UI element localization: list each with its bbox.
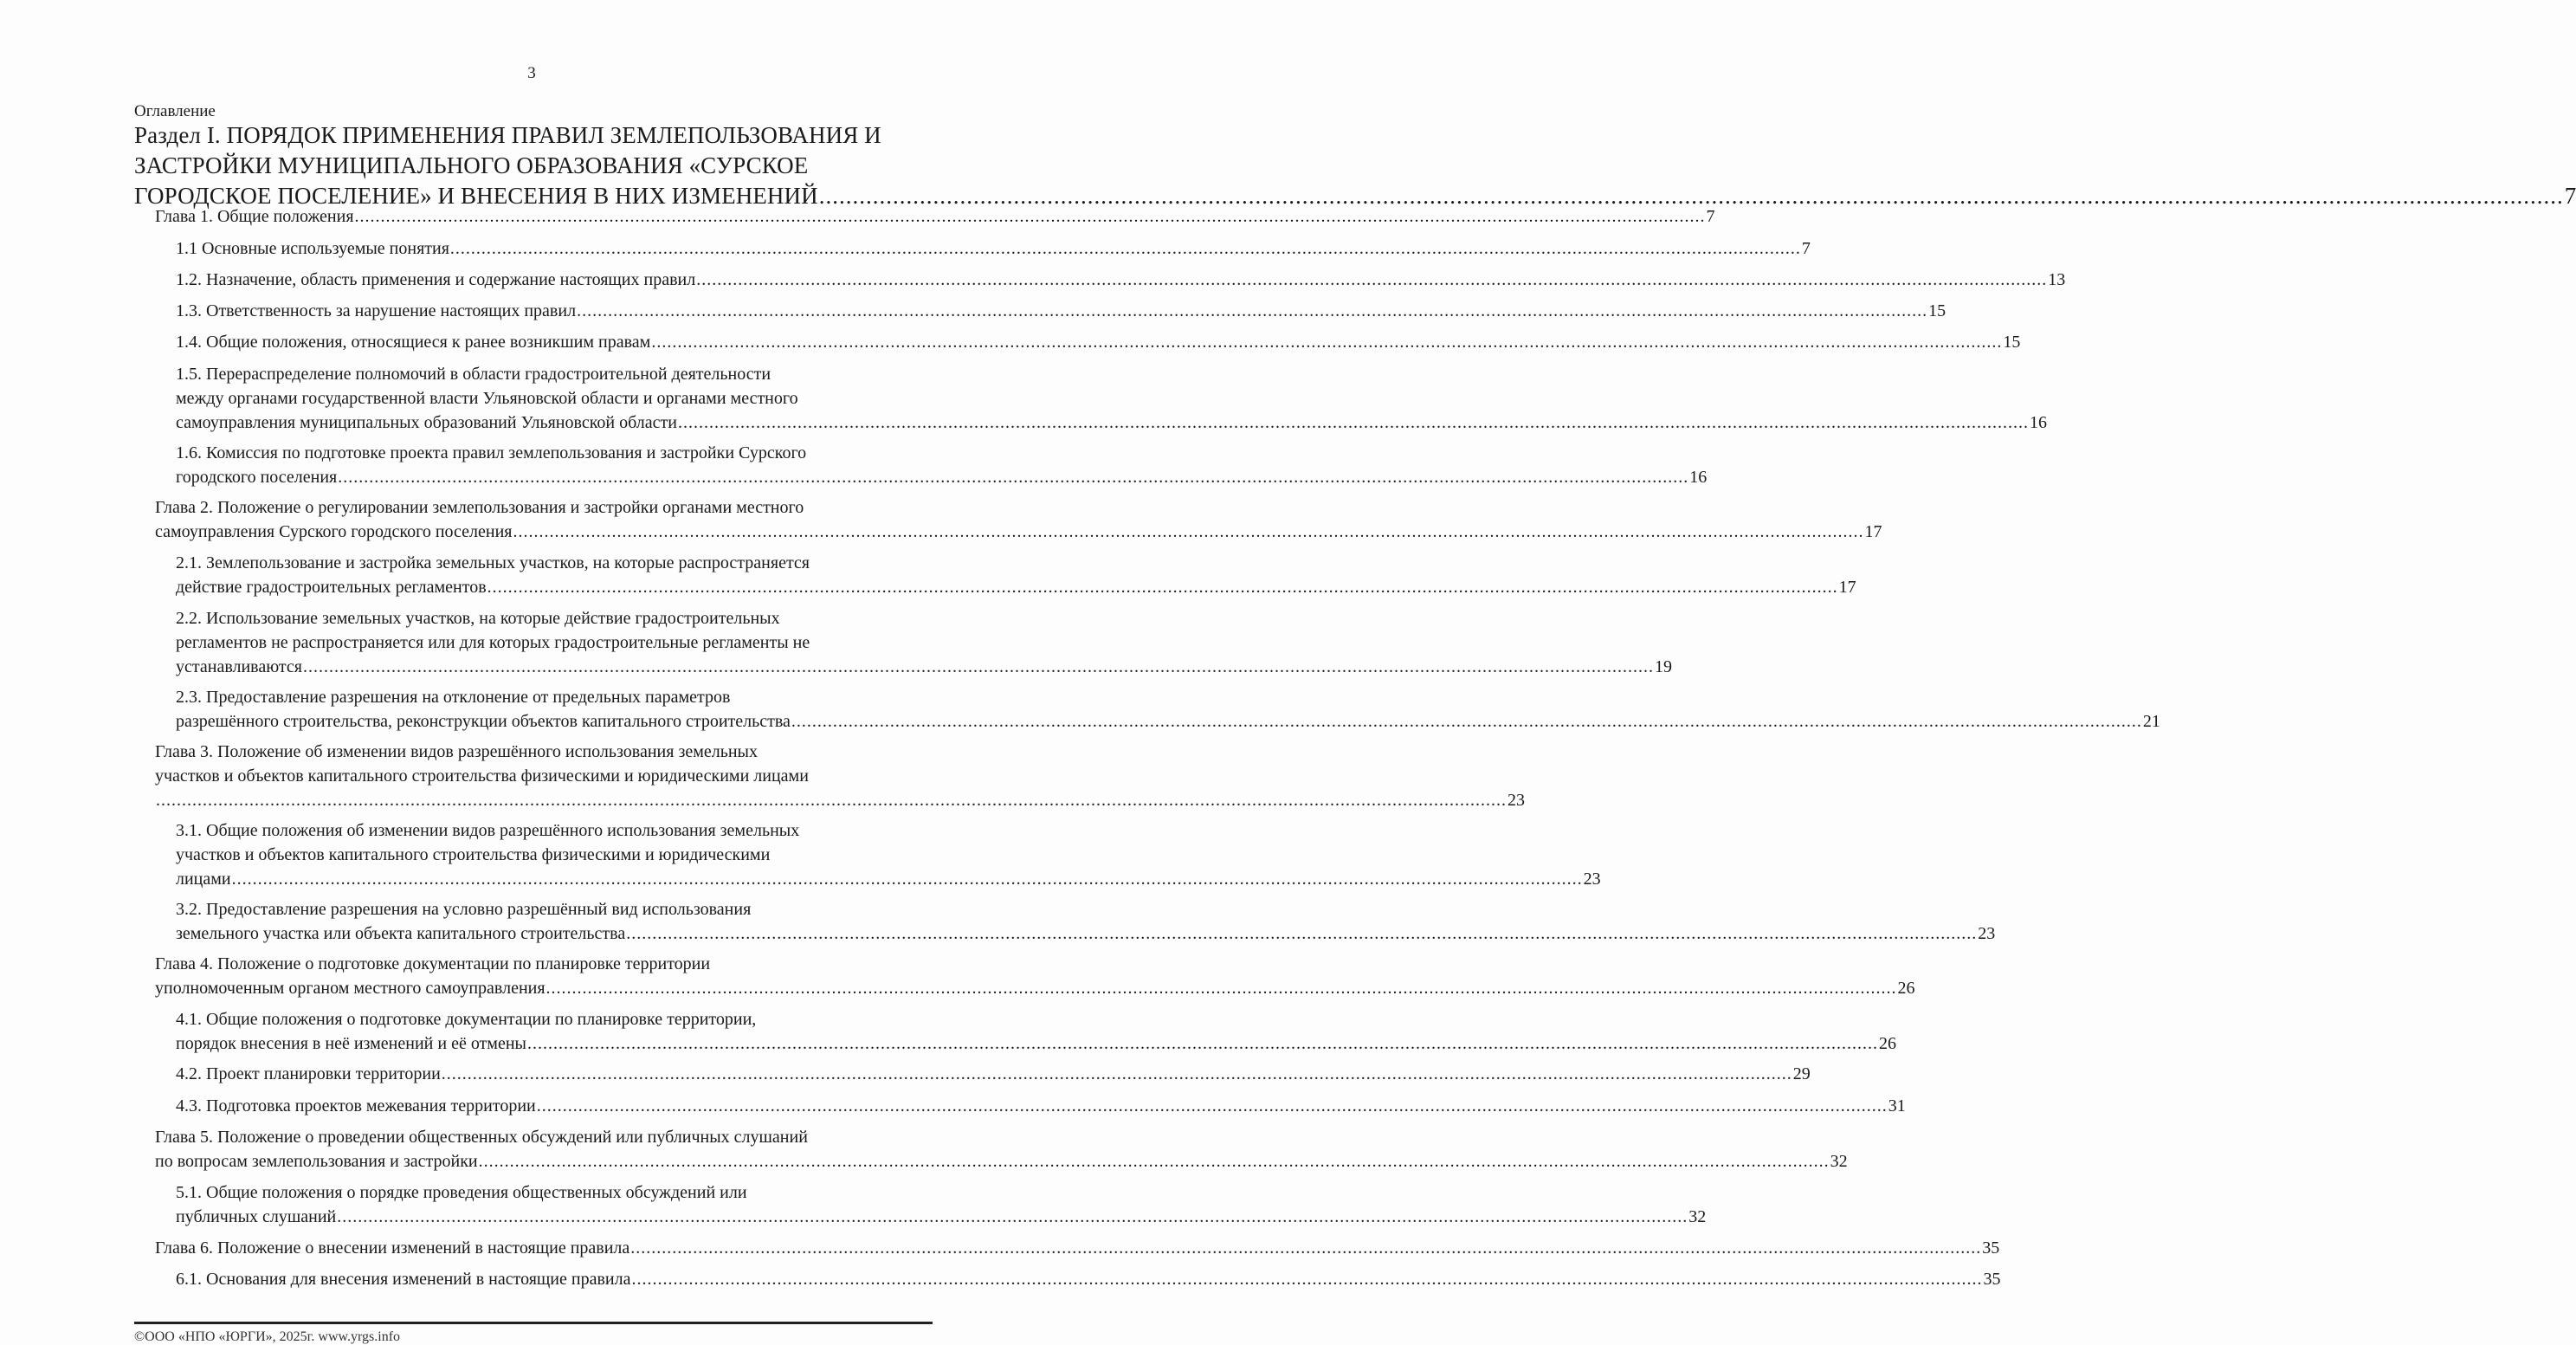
dot-leader: .................................................................................................................................................................................................................................................................... xyxy=(513,522,1864,541)
dot-leader: .................................................................................................................................................................................................................................................................... xyxy=(577,301,1928,320)
section-title-line: ГОРОДСКОЕ ПОСЕЛЕНИЕ» И ВНЕСЕНИЯ В НИХ ИЗМЕНЕНИЙ xyxy=(134,183,818,209)
section-page-number: 7 xyxy=(2564,183,2576,209)
entry-page-number: 21 xyxy=(2142,712,2160,731)
toc-entry-2-2[interactable] xyxy=(176,606,1672,679)
entry-text-line: между органами государственной власти Ульяновской области и органами местного xyxy=(176,389,798,408)
footer-copyright: ©ООО «НПО «ЮРГИ», 2025г. www.yrgs.info xyxy=(134,1329,401,1344)
toc-entry-chapter-1[interactable] xyxy=(155,204,1715,229)
toc-entry-4-2[interactable] xyxy=(176,1062,1811,1086)
entry-page-number: 7 xyxy=(1706,207,1715,226)
dot-leader: .................................................................................................................................................................................................................................................................... xyxy=(526,1034,1878,1053)
dot-leader: .................................................................................................................................................................................................................................................................... xyxy=(156,791,1507,810)
entry-page-number: 15 xyxy=(2003,333,2021,352)
section-title-line: ЗАСТРОЙКИ МУНИЦИПАЛЬНОГО ОБРАЗОВАНИЯ «СУРСКОЕ xyxy=(134,152,809,178)
toc-entry-2-3[interactable] xyxy=(176,685,2160,734)
page-number: 3 xyxy=(527,64,536,82)
entry-text-line: 2.2. Использование земельных участков, на которые действие градостроительных xyxy=(176,609,780,628)
entry-text-line: 2.1. Землепользование и застройка земельных участков, на которые распространяется xyxy=(176,553,810,572)
dot-leader: .................................................................................................................................................................................................................................................................... xyxy=(546,979,1897,998)
toc-entry-1-1[interactable] xyxy=(176,236,1811,261)
entry-page-number: 7 xyxy=(1801,239,1811,258)
entry-page-number: 23 xyxy=(1508,791,1525,810)
toc-entry-chapter-5[interactable] xyxy=(155,1125,1848,1174)
entry-text-line: 4.1. Общие положения о подготовке документации по планировке территории, xyxy=(176,1010,757,1029)
entry-text-line: 6.1. Основания для внесения изменений в настоящие правила xyxy=(176,1270,631,1289)
entry-text-line: 4.3. Подготовка проектов межевания территории xyxy=(176,1096,536,1115)
entry-page-number: 17 xyxy=(1864,522,1882,541)
toc-entry-3-2[interactable] xyxy=(176,897,1996,946)
entry-page-number: 29 xyxy=(1792,1064,1811,1083)
dot-leader: .................................................................................................................................................................................................................................................................... xyxy=(630,1238,1982,1258)
entry-text-line: публичных слушаний xyxy=(176,1207,337,1226)
entry-text-line: участков и объектов капитального строительства физическими и юридическими xyxy=(176,845,771,864)
entry-page-number: 19 xyxy=(1654,657,1672,676)
section-title-line: Раздел I. ПОРЯДОК ПРИМЕНЕНИЯ ПРАВИЛ ЗЕМЛЕПОЛЬЗОВАНИЯ И xyxy=(134,122,881,148)
dot-leader: .................................................................................................................................................................................................................................................................... xyxy=(631,1270,1983,1289)
toc-entry-2-1[interactable] xyxy=(176,551,1856,599)
dot-leader: .................................................................................................................................................................................................................................................................... xyxy=(449,239,1801,258)
dot-leader: .................................................................................................................................................................................................................................................................... xyxy=(337,1207,1688,1226)
entry-page-number: 31 xyxy=(1888,1096,1906,1115)
entry-text-line: уполномоченным органом местного самоуправления xyxy=(155,979,546,998)
footer-rule xyxy=(134,1322,933,1324)
entry-text-line: 3.1. Общие положения об изменении видов разрешённого использования земельных xyxy=(176,821,800,840)
entry-page-number: 16 xyxy=(1689,468,1708,487)
entry-text-line: по вопросам землепользования и застройки xyxy=(155,1152,478,1171)
toc-entry-1-3[interactable] xyxy=(176,299,1947,323)
entry-text-line: Глава 4. Положение о подготовке документации по планировке территории xyxy=(155,954,711,973)
toc-entry-4-3[interactable] xyxy=(176,1094,1906,1118)
entry-text-line: Глава 2. Положение о регулировании землепользования и застройки органами местного xyxy=(155,498,804,517)
entry-page-number: 23 xyxy=(1978,924,1996,943)
entry-page-number: 32 xyxy=(1688,1207,1707,1226)
entry-text-line: разрешённого строительства, реконструкции объектов капитального строительства xyxy=(176,712,791,731)
entry-text-line: Глава 6. Положение о внесении изменений в настоящие правила xyxy=(155,1238,630,1258)
entry-text-line: Глава 5. Положение о проведении общественных обсуждений или публичных слушаний xyxy=(155,1128,808,1147)
dot-leader: .................................................................................................................................................................................................................................................................... xyxy=(696,270,2048,289)
toc-entry-chapter-2[interactable] xyxy=(155,495,1882,544)
dot-leader: .................................................................................................................................................................................................................................................................... xyxy=(338,468,1689,487)
entry-page-number: 23 xyxy=(1583,870,1601,889)
entry-text-line: действие градостроительных регламентов xyxy=(176,578,487,597)
dot-leader: .................................................................................................................................................................................................................................................................... xyxy=(302,657,1654,676)
entry-text-line: 3.2. Предоставление разрешения на условно разрешённый вид использования xyxy=(176,900,752,919)
entry-page-number: 17 xyxy=(1838,578,1856,597)
entry-page-number: 26 xyxy=(1897,979,1915,998)
dot-leader: .................................................................................................................................................................................................................................................................... xyxy=(791,712,2142,731)
entry-page-number: 26 xyxy=(1878,1034,1896,1053)
entry-text-line: 1.3. Ответственность за нарушение настоящих правил xyxy=(176,301,577,320)
entry-text-line: лицами xyxy=(176,870,231,889)
entry-text-line: 1.4. Общие положения, относящиеся к ранее возникшим правам xyxy=(176,333,651,352)
entry-text-line: порядок внесения в неё изменений и её отмены xyxy=(176,1034,526,1053)
entry-page-number: 35 xyxy=(1982,1238,2000,1258)
toc-entry-4-1[interactable] xyxy=(176,1007,1896,1056)
entry-text-line: 5.1. Общие положения о порядке проведения общественных обсуждений или xyxy=(176,1183,747,1202)
entry-text-line: земельного участка или объекта капитального строительства xyxy=(176,924,626,943)
entry-text-line: регламентов не распространяется или для которых градостроительные регламенты не xyxy=(176,633,810,652)
dot-leader: .................................................................................................................................................................................................................................................................... xyxy=(626,924,1978,943)
dot-leader: .................................................................................................................................................................................................................................................................... xyxy=(536,1096,1888,1115)
toc-entry-1-6[interactable] xyxy=(176,441,1708,489)
dot-leader: .................................................................................................................................................................................................................................................................... xyxy=(487,578,1838,597)
dot-leader: .................................................................................................................................................................................................................................................................... xyxy=(354,207,1706,226)
entry-page-number: 15 xyxy=(1928,301,1947,320)
entry-text-line: городского поселения xyxy=(176,468,338,487)
toc-entry-1-4[interactable] xyxy=(176,330,2021,354)
entry-text-line: Глава 3. Положение об изменении видов разрешённого использования земельных xyxy=(155,742,758,761)
entry-text-line: самоуправления Сурского городского поселения xyxy=(155,522,513,541)
toc-heading: Оглавление xyxy=(134,102,216,120)
entry-text-line: 1.5. Перераспределение полномочий в области градостроительной деятельности xyxy=(176,365,772,384)
dot-leader: .................................................................................................................................................................................................................................................................... xyxy=(677,413,2029,432)
entry-text-line: 1.6. Комиссия по подготовке проекта правил землепользования и застройки Сурского xyxy=(176,443,807,462)
dot-leader: .................................................................................................................................................................................................................................................................... xyxy=(818,183,2564,209)
dot-leader: .................................................................................................................................................................................................................................................................... xyxy=(478,1152,1830,1171)
entry-text-line: самоуправления муниципальных образований Ульяновской области xyxy=(176,413,677,432)
toc-entry-5-1[interactable] xyxy=(176,1180,1707,1229)
entry-page-number: 16 xyxy=(2029,413,2047,432)
dot-leader: .................................................................................................................................................................................................................................................................... xyxy=(231,870,1583,889)
entry-text-line: Глава 1. Общие положения xyxy=(155,207,354,226)
toc-entry-3-1[interactable] xyxy=(176,818,1601,891)
entry-text-line: 1.1 Основные используемые понятия xyxy=(176,239,449,258)
entry-text-line: участков и объектов капитального строительства физическими и юридическими лицами xyxy=(155,766,809,786)
entry-text-line: устанавливаются xyxy=(176,657,302,676)
entry-page-number: 13 xyxy=(2048,270,2066,289)
toc-entry-chapter-4[interactable] xyxy=(155,952,1915,1000)
toc-entry-chapter-3[interactable] xyxy=(155,740,1525,812)
entry-text-line: 4.2. Проект планировки территории xyxy=(176,1064,441,1083)
entry-page-number: 32 xyxy=(1830,1152,1848,1171)
dot-leader: .................................................................................................................................................................................................................................................................... xyxy=(441,1064,1792,1083)
entry-text-line: 1.2. Назначение, область применения и содержание настоящих правил xyxy=(176,270,696,289)
entry-text-line: 2.3. Предоставление разрешения на отклонение от предельных параметров xyxy=(176,688,731,707)
entry-page-number: 35 xyxy=(1983,1270,2001,1289)
toc-entry-chapter-6[interactable] xyxy=(155,1236,2000,1260)
toc-entry-1-5[interactable] xyxy=(176,362,2047,435)
toc-section-heading[interactable] xyxy=(134,120,2576,211)
toc-entry-1-2[interactable] xyxy=(176,268,2066,292)
dot-leader: .................................................................................................................................................................................................................................................................... xyxy=(651,333,2003,352)
toc-entry-6-1[interactable] xyxy=(176,1267,2001,1291)
